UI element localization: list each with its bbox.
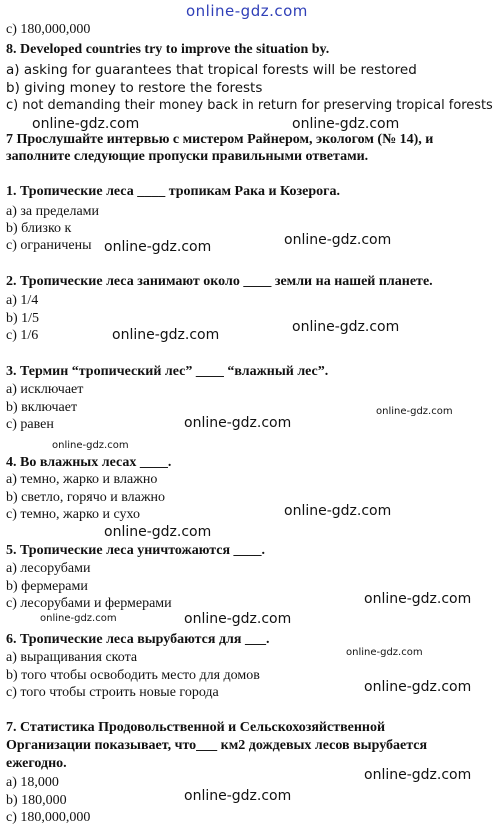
- watermark: online-gdz.com: [346, 647, 423, 658]
- watermark: online-gdz.com: [284, 232, 392, 248]
- answer-line: a) исключает: [6, 382, 84, 397]
- watermark: online-gdz.com: [104, 239, 212, 255]
- answer-line: a) asking for guarantees that tropical forests will be restored: [6, 62, 417, 78]
- answer-line: c) 180,000,000: [6, 22, 91, 37]
- question-8-heading: 8. Developed countries try to improve the situation by.: [6, 42, 330, 57]
- question-3-heading: 3. Термин “тропический лес” ____ “влажный лес”.: [6, 364, 329, 379]
- answer-line: b) фермерами: [6, 579, 88, 594]
- answer-line: c) лесорубами и фермерами: [6, 596, 172, 611]
- answer-line: a) 18,000: [6, 775, 59, 790]
- answer-line: c) not demanding their money back in return for preserving tropical forests: [6, 97, 493, 113]
- answer-line: b) близко к: [6, 221, 72, 236]
- answer-line: c) темно, жарко и сухо: [6, 507, 141, 522]
- watermark: online-gdz.com: [184, 415, 292, 431]
- answer-line: b) того чтобы освободить место для домов: [6, 668, 260, 683]
- answer-line: c) ограничены: [6, 238, 92, 253]
- exercise-7-instruction: 7 Прослушайте интервью с мистером Райнером, экологом (№ 14), и: [6, 132, 434, 147]
- answer-line: b) 1/5: [6, 311, 40, 326]
- watermark: online-gdz.com: [112, 327, 220, 343]
- watermark: online-gdz.com: [364, 591, 472, 607]
- question-4-heading: 4. Во влажных лесах ____.: [6, 455, 172, 470]
- answer-line: c) 180,000,000: [6, 810, 91, 825]
- answer-line: c) равен: [6, 417, 54, 432]
- answer-line: a) за пределами: [6, 204, 100, 219]
- answer-line: a) выращивания скота: [6, 650, 138, 665]
- answer-line: a) 1/4: [6, 293, 39, 308]
- watermark: online-gdz.com: [364, 679, 472, 695]
- question-7-heading: 7. Статистика Продовольственной и Сельскохозяйственной: [6, 720, 386, 735]
- question-2-heading: 2. Тропические леса занимают около ____ земли на нашей планете.: [6, 274, 433, 289]
- answer-line: a) лесорубами: [6, 561, 91, 576]
- watermark: online-gdz.com: [104, 524, 212, 540]
- watermark: online-gdz.com: [184, 788, 292, 804]
- exercise-7-instruction: заполните следующие пропуски правильными ответами.: [6, 149, 369, 164]
- watermark: online-gdz.com: [292, 116, 400, 132]
- answer-line: b) светло, горячо и влажно: [6, 490, 166, 505]
- question-7-heading: Организации показывает, что___ км2 дождевых лесов вырубается: [6, 738, 428, 753]
- watermark: online-gdz.com: [52, 440, 129, 451]
- answer-line: a) темно, жарко и влажно: [6, 472, 158, 487]
- watermark: online-gdz.com: [32, 116, 140, 132]
- watermark-top: online-gdz.com: [186, 2, 308, 20]
- answer-line: c) того чтобы строить новые города: [6, 685, 219, 700]
- question-7-heading: ежегодно.: [6, 756, 67, 771]
- watermark: online-gdz.com: [184, 611, 292, 627]
- watermark: online-gdz.com: [292, 319, 400, 335]
- answer-line: c) 1/6: [6, 328, 39, 343]
- watermark: online-gdz.com: [364, 767, 472, 783]
- answer-line: b) 180,000: [6, 793, 67, 808]
- answer-line: b) giving money to restore the forests: [6, 80, 263, 96]
- watermark: online-gdz.com: [376, 406, 453, 417]
- question-5-heading: 5. Тропические леса уничтожаются ____.: [6, 543, 266, 558]
- watermark: online-gdz.com: [284, 503, 392, 519]
- answer-line: b) включает: [6, 400, 78, 415]
- question-1-heading: 1. Тропические леса ____ тропикам Рака и Козерога.: [6, 184, 340, 199]
- question-6-heading: 6. Тропические леса вырубаются для ___.: [6, 632, 270, 647]
- watermark: online-gdz.com: [40, 613, 117, 624]
